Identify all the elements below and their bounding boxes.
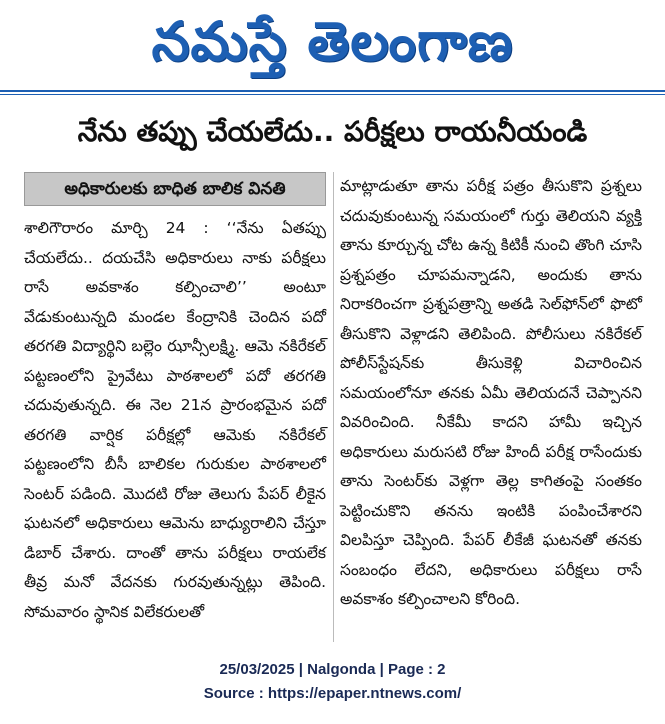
clipping-footer [0,658,665,706]
article-column-right [340,172,642,615]
article-headline: నేను తప్పు చేయలేదు.. పరీక్షలు రాయనీయండి [77,115,588,148]
column-left-text: శాలిగౌరారం మార్చి 24 : ‘‘నేను ఏతప్పు చేయలేదు.. దయచేసి అధికారులు నాకు పరీక్షలు రాసే అవకాశం కల్పించాలి’’ అంటూ వేడుకుంటున్నది మండల కేంద్రానికి చెందిన పదో తరగతి విద్యార్థిని బల్లెం ఝాన్సీలక్ష్మి. ఆమె నకిరేకల్ పట్టణంలోని ప్రైవేటు పాఠశాలలో పదో తరగతి చదువుతున్నది. ఈ నెల 21న ప్రారంభమైన పదో తరగతి వార్షిక పరీక్షల్లో ఆమెకు నకిరేకల్ పట్టణంలోని బీసీ బాలికల గురుకుల పాఠశాలలో సెంటర్ పడింది. మొదటి రోజు తెలుగు పేపర్ లీకైన ఘటనలో అధికారులు ఆమెను బాధ్యురాలిని చేస్తూ డిబార్ చేశారు. దాంతో తాను పరీక్షలు రాయలేక తీవ్ర మనో వేదనకు గురవుతున్నట్లు తెపింది. సోమవారం స్థానిక విలేకరులతో [24,219,326,621]
masthead-logo-text: నమస్తే తెలంగాణ [151,10,514,73]
masthead-rule-top [0,90,665,92]
article-subheadline: అధికారులకు బాధిత బాలిక వినతి [24,172,326,206]
footer-source: Source : https://epaper.ntnews.com/ [203,685,462,702]
article-column-left [24,214,326,627]
masthead-rule-bottom [0,94,665,95]
newspaper-masthead [0,0,665,86]
column-right-text: మాట్లాడుతూ తాను పరీక్ష పత్రం తీసుకొని ప్రశ్నలు చదువుకుంటున్న సమయంలో గుర్తు తెలియని వ్యక్తి తాను కూర్చున్న చోట ఉన్న కిటికీ నుంచి తొంగి చూసి ప్రశ్నపత్రం చూపమన్నాడని, అందుకు తాను నిరాకరించగా ప్రశ్నపత్రాన్ని అతడి సెల్‌ఫోన్‌లో ఫొటో తీసుకొని వెళ్లాడని తెలిపింది. పోలీసులు నకిరేకల్ పోలీస్‌స్టేషన్‌కు తీసుకెళ్లి విచారించిన సమయంలోనూ తనకు ఏమీ తెలియదనే చెప్పానని వివరించింది. నీకేమీ కాదని హామీ ఇచ్చిన అధికారులు మరుసటి రోజు హిందీ పరీక్ష రాసేందుకు తాను సెంటర్‌కు వెళ్లగా తెల్ల కాగితంపై సంతకం పెట్టించుకొని తనను ఇంటికి పంపించేశారని విలపిస్తూ చెప్పింది. పేపర్ లీకేజీ ఘటనతో తనకు సంబంధం లేదని, అధికారులు పరీక్షలు రాసే అవకాశం కల్పించాలని కోరింది. [340,177,642,608]
footer-dateline: 25/03/2025 | Nalgonda | Page : 2 [219,661,446,678]
column-divider [333,172,334,642]
